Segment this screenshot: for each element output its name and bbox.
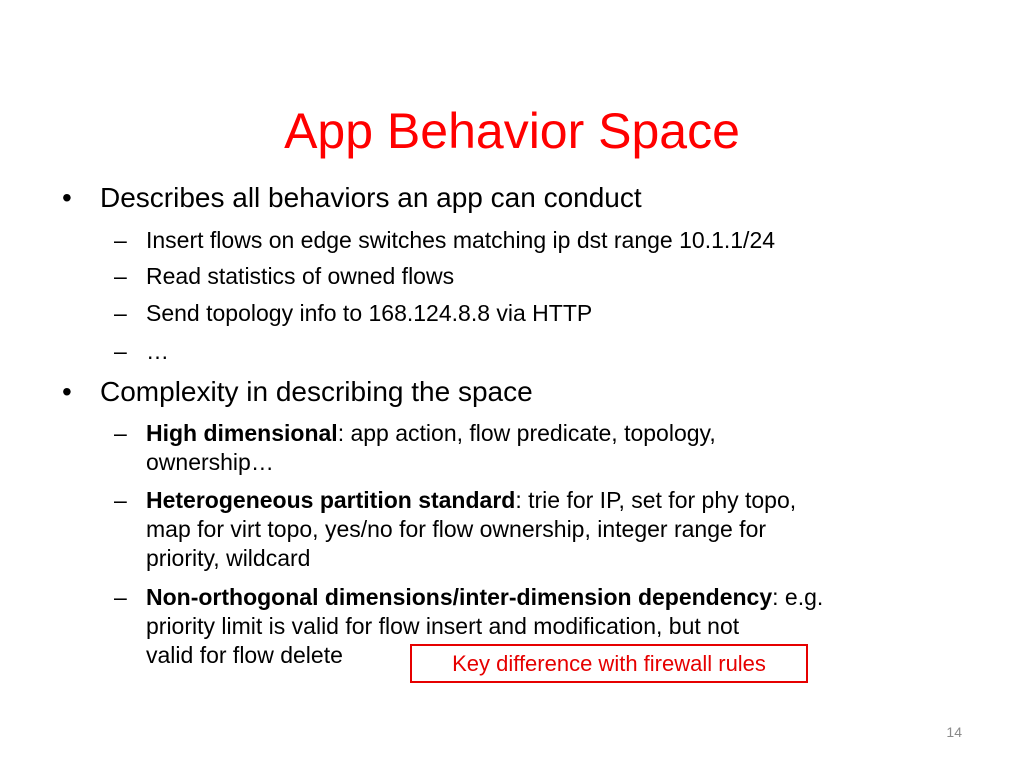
sub-bullet-line: map for virt topo, yes/no for flow ownership, integer range for [146, 516, 767, 542]
sub-bullet-line: priority, wildcard [146, 545, 311, 571]
sub-bullet-text [146, 419, 936, 477]
dash-marker: – [114, 487, 127, 513]
sub-bullet-line: ownership… [146, 449, 274, 475]
bullet-text: Describes all behaviors an app can conduct [100, 182, 642, 213]
bullet-marker: • [62, 182, 72, 213]
dash-marker: – [114, 300, 127, 326]
slide-title: App Behavior Space [284, 102, 740, 159]
sub-bullet-bold: Non-orthogonal dimensions/inter-dimension dependency [146, 584, 773, 610]
bullet-text: Complexity in describing the space [100, 376, 533, 407]
sub-bullet-line: valid for flow delete [146, 642, 343, 668]
dash-marker: – [114, 263, 127, 289]
dash-marker: – [114, 227, 127, 253]
sub-bullet-text: Insert flows on edge switches matching ip dst range 10.1.1/24 [146, 227, 776, 253]
dash-marker: – [114, 338, 127, 364]
callout-box: Key difference with firewall rules [410, 644, 808, 683]
sub-bullet-bold: High dimensional [146, 420, 338, 446]
sub-bullet-line: : e.g. [772, 584, 824, 610]
dash-marker: – [114, 584, 127, 610]
dash-marker: – [114, 420, 127, 446]
sub-bullet-text: Read statistics of owned flows [146, 263, 455, 289]
sub-bullet-text: … [146, 338, 169, 364]
sub-bullet-line: priority limit is valid for flow insert and modification, but not [146, 613, 740, 639]
sub-bullet-line: : trie for IP, set for phy topo, [515, 487, 797, 513]
sub-bullet-line: : app action, flow predicate, topology, [337, 420, 716, 446]
page-number: 14 [946, 724, 962, 740]
sub-bullet-bold: Heterogeneous partition standard [146, 487, 516, 513]
bullet-marker: • [62, 376, 72, 407]
sub-bullet-text: Send topology info to 168.124.8.8 via HTTP [146, 300, 593, 326]
sub-bullet-text [146, 486, 936, 573]
